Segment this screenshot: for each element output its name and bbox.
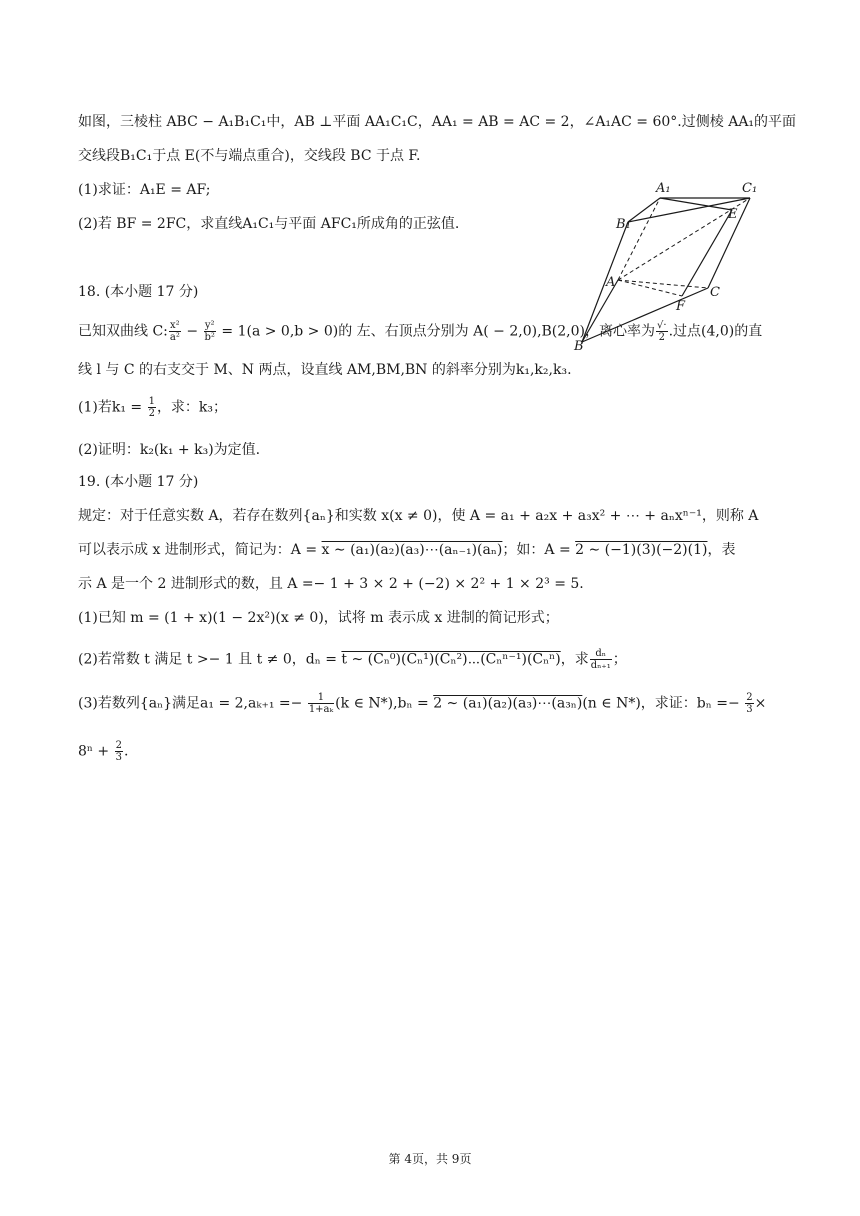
- frac-den: 2: [148, 408, 155, 419]
- fraction-eccentricity: [656, 320, 668, 343]
- p18-q1-prefix: (1)若k₁ =: [78, 399, 147, 416]
- p19-question3-cont: [78, 740, 128, 763]
- p19-line2-notation: x ∼ (a₁)(a₂)(a₃)⋯(aₙ₋₁)(aₙ): [321, 542, 503, 558]
- frac-den: a²: [169, 332, 180, 343]
- label-b: B: [574, 339, 584, 352]
- p19-q3-f: 8ⁿ +: [78, 743, 114, 760]
- fraction-half: [148, 396, 156, 419]
- frac-num: dₙ: [590, 648, 612, 660]
- p19-line2: [78, 540, 735, 560]
- p19-q3-b: (k ∈ N*),bₙ =: [335, 695, 434, 712]
- p19-line2-a: 可以表示成 x 进制形式，简记为：A =: [78, 542, 322, 558]
- frac-num: 1: [148, 396, 155, 407]
- frac-den: 3: [115, 752, 122, 763]
- p18-q1-suffix: ，求：k₃；: [156, 399, 228, 416]
- frac-den: 2: [658, 332, 665, 343]
- p18-question2: (2)证明：k₂(k₁ + k₃)为定值.: [78, 442, 261, 458]
- frac-den: b²: [204, 332, 215, 343]
- p19-question2: (2)若常数 t 满足 t >− 1 且 t ≠ 0，dₙ = t ∼ (Cₙ⁰)(Cₙ¹)(Cₙ²)⋯(Cₙⁿ⁻¹)(Cₙⁿ)，求 $\frac{\text{dₙ}}{\text{dₙ₊₁}}$ ；: [78, 648, 627, 671]
- p19-line2-example: 2 ∼ (−1)(3)(−2)(1): [575, 542, 708, 558]
- p17-question1: (1)求证：A₁E = AF;: [78, 182, 211, 198]
- frac-den: dₙ₊₁: [590, 660, 611, 671]
- p19-q2-notation: t ∼ (Cₙ⁰)(Cₙ¹)(Cₙ²)⋯(Cₙⁿ⁻¹)(Cₙⁿ): [341, 651, 561, 668]
- p19-line3: 示 A 是一个 2 进制形式的数，且 A =− 1 + 3 × 2 + (−2) × 2² + 1 × 2³ = 5.: [78, 576, 584, 592]
- page-footer: 第 4页，共 9页: [388, 1152, 472, 1166]
- p19-q3-g: .: [123, 743, 129, 760]
- p18-question1: [78, 396, 227, 419]
- p19-question3: [78, 692, 766, 715]
- frac-den: 1+aₖ: [308, 704, 334, 715]
- p18-line2: 线 l 与 C 的右支交于 M、N 两点，设直线 AM,BM,BN 的斜率分别为k₁,k₂,k₃.: [78, 362, 572, 378]
- label-a1: A₁: [656, 181, 671, 196]
- p19-question1: (1)已知 m = (1 + x)(1 − 2x²)(x ≠ 0)，试将 m 表示成 x 进制的简记形式；: [78, 610, 559, 626]
- frac-num: y²: [204, 320, 215, 331]
- label-a: A: [606, 275, 616, 290]
- frac-num: √·: [657, 320, 667, 331]
- p19-line1: 规定：对于任意实数 A，若存在数列{aₙ}和实数 x(x ≠ 0)，使 A = a₁ + a₂x + a₃x² + ⋯ + aₙxⁿ⁻¹，则称 A: [78, 508, 759, 524]
- hidden-edge-aa1: [618, 198, 660, 280]
- p19-q3-notation: 2 ∼ (a₁)(a₂)(a₃)⋯(a₃ₙ): [433, 695, 583, 712]
- fraction-dn: [590, 648, 612, 671]
- p17-line2: 交线段B₁C₁于点 E(不与端点重合)，交线段 BC 于点 F.: [78, 148, 421, 164]
- frac-num: 1: [308, 692, 334, 704]
- p17-question2: (2)若 BF = 2FC，求直线A₁C₁与平面 AFC₁所成角的正弦值.: [78, 216, 460, 232]
- hidden-edge-ac: [618, 280, 708, 288]
- label-f: F: [676, 299, 686, 314]
- p19-q3-e: ×: [754, 695, 767, 712]
- label-e: E: [728, 207, 738, 222]
- fraction-two-thirds: [745, 692, 753, 715]
- p19-q3-d: (n ∈ N*)，求证：bₙ =−: [582, 695, 745, 712]
- p17-line1: 如图，三棱柱 ABC − A₁B₁C₁中，AB ⊥平面 AA₁C₁C，AA₁ = AB = AC = 2，∠A₁AC = 60°.过侧棱 AA₁的平面: [78, 114, 797, 130]
- label-b1: B₁: [616, 217, 631, 232]
- frac-num: 2: [115, 740, 122, 751]
- p19-q2-c: ，求: [560, 651, 589, 668]
- p19-line2-c: ；如：A =: [502, 542, 576, 558]
- p19-line2-e: ，表: [707, 542, 736, 558]
- fraction-y2b2: [204, 320, 216, 343]
- fraction-two-thirds-b: [115, 740, 123, 763]
- p18-line1-b: = 1(a > 0,b > 0)的 左、右顶点分别为 A( − 2,0),B(2,0)，离心率为: [216, 323, 655, 340]
- frac-num: 2: [746, 692, 753, 703]
- p18-line1-a: 已知双曲线 C:: [78, 323, 168, 340]
- frac-num: x²: [170, 320, 180, 331]
- fraction-x2a2: [169, 320, 181, 343]
- label-c1: C₁: [742, 181, 758, 196]
- p19-q2-a: (2)若常数 t 满足 t >− 1 且 t ≠ 0，dₙ =: [78, 651, 342, 668]
- hidden-edge-af: [618, 280, 682, 296]
- p18-line1-c: .过点(4,0)的直: [668, 323, 763, 340]
- p19-header: 19. (本小题 17 分): [78, 474, 199, 490]
- p18-line1: 已知双曲线 C: $\frac{\text{x²}}{\text{a²}}$ − $\frac{\text{y²}}{\text{b²}}$ = 1(a > 0,b > 0)的 左、右顶点分别为 A( − 2,0),B(2,0)，离心率为 $\frac{√\cdot}{2}$ .过点(4,0)的直: [78, 320, 763, 343]
- fraction-recurrence: [308, 692, 334, 715]
- p19-q3-a: (3)若数列{aₙ}满足a₁ = 2,aₖ₊₁ =−: [78, 695, 307, 712]
- p18-header: 18. (本小题 17 分): [78, 284, 199, 300]
- label-c: C: [710, 285, 720, 300]
- frac-den: 3: [746, 704, 753, 715]
